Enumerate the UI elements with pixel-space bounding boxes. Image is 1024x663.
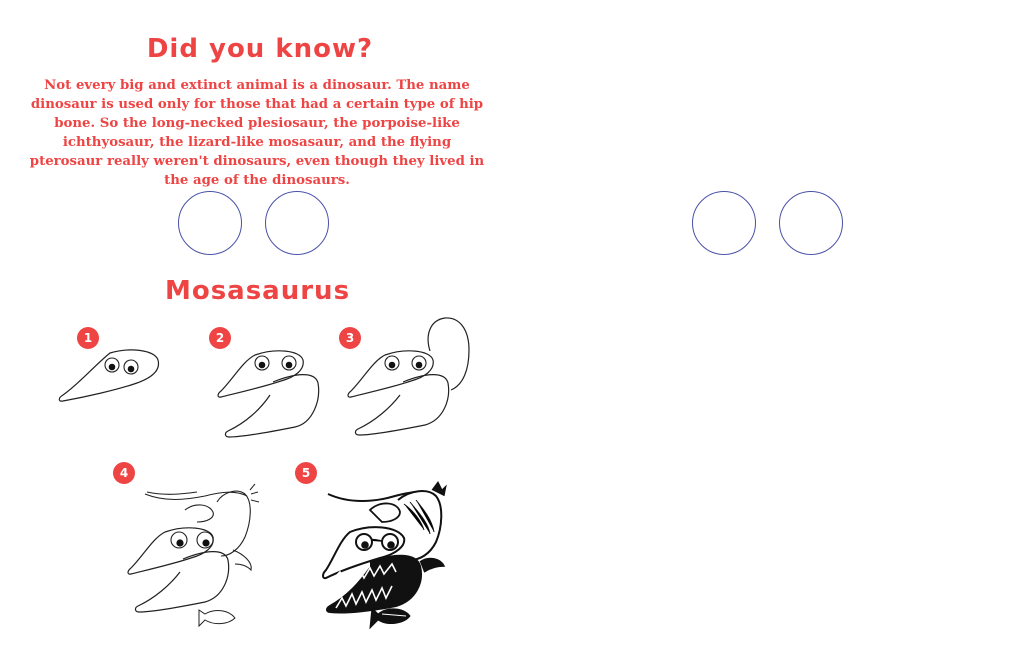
mosasaurus-step-3-drawing — [345, 315, 475, 440]
did-you-know-title: Did you know? — [146, 34, 374, 64]
step-badge-2: 2 — [209, 327, 231, 349]
decorative-circle — [178, 191, 242, 255]
decorative-circle — [779, 191, 843, 255]
mosasaurus-step-1-drawing — [55, 345, 165, 405]
decorative-circle — [265, 191, 329, 255]
decorative-circle — [692, 191, 756, 255]
did-you-know-text: Not every big and extinct animal is a dinosaur. The name dinosaur is used only for those that had a certain type of hip bone. So the long-necked plesiosaur, the porpoise-like ichthyosaur, the lizard-like mosasaur, and the flying pterosaur really weren't dinosaurs, even though they lived in the age of the dinosaurs. — [29, 78, 485, 188]
mosasaurus-step-2-drawing — [215, 345, 325, 440]
mosasaurus-step-4-drawing — [125, 482, 265, 637]
step-badge-4: 4 — [113, 462, 135, 484]
mosasaurus-step-5-drawing — [320, 482, 450, 637]
step-badge-1: 1 — [77, 327, 99, 349]
step-badge-5: 5 — [295, 462, 317, 484]
step-badge-3: 3 — [339, 327, 361, 349]
mosasaurus-title: Mosasaurus — [164, 276, 351, 306]
